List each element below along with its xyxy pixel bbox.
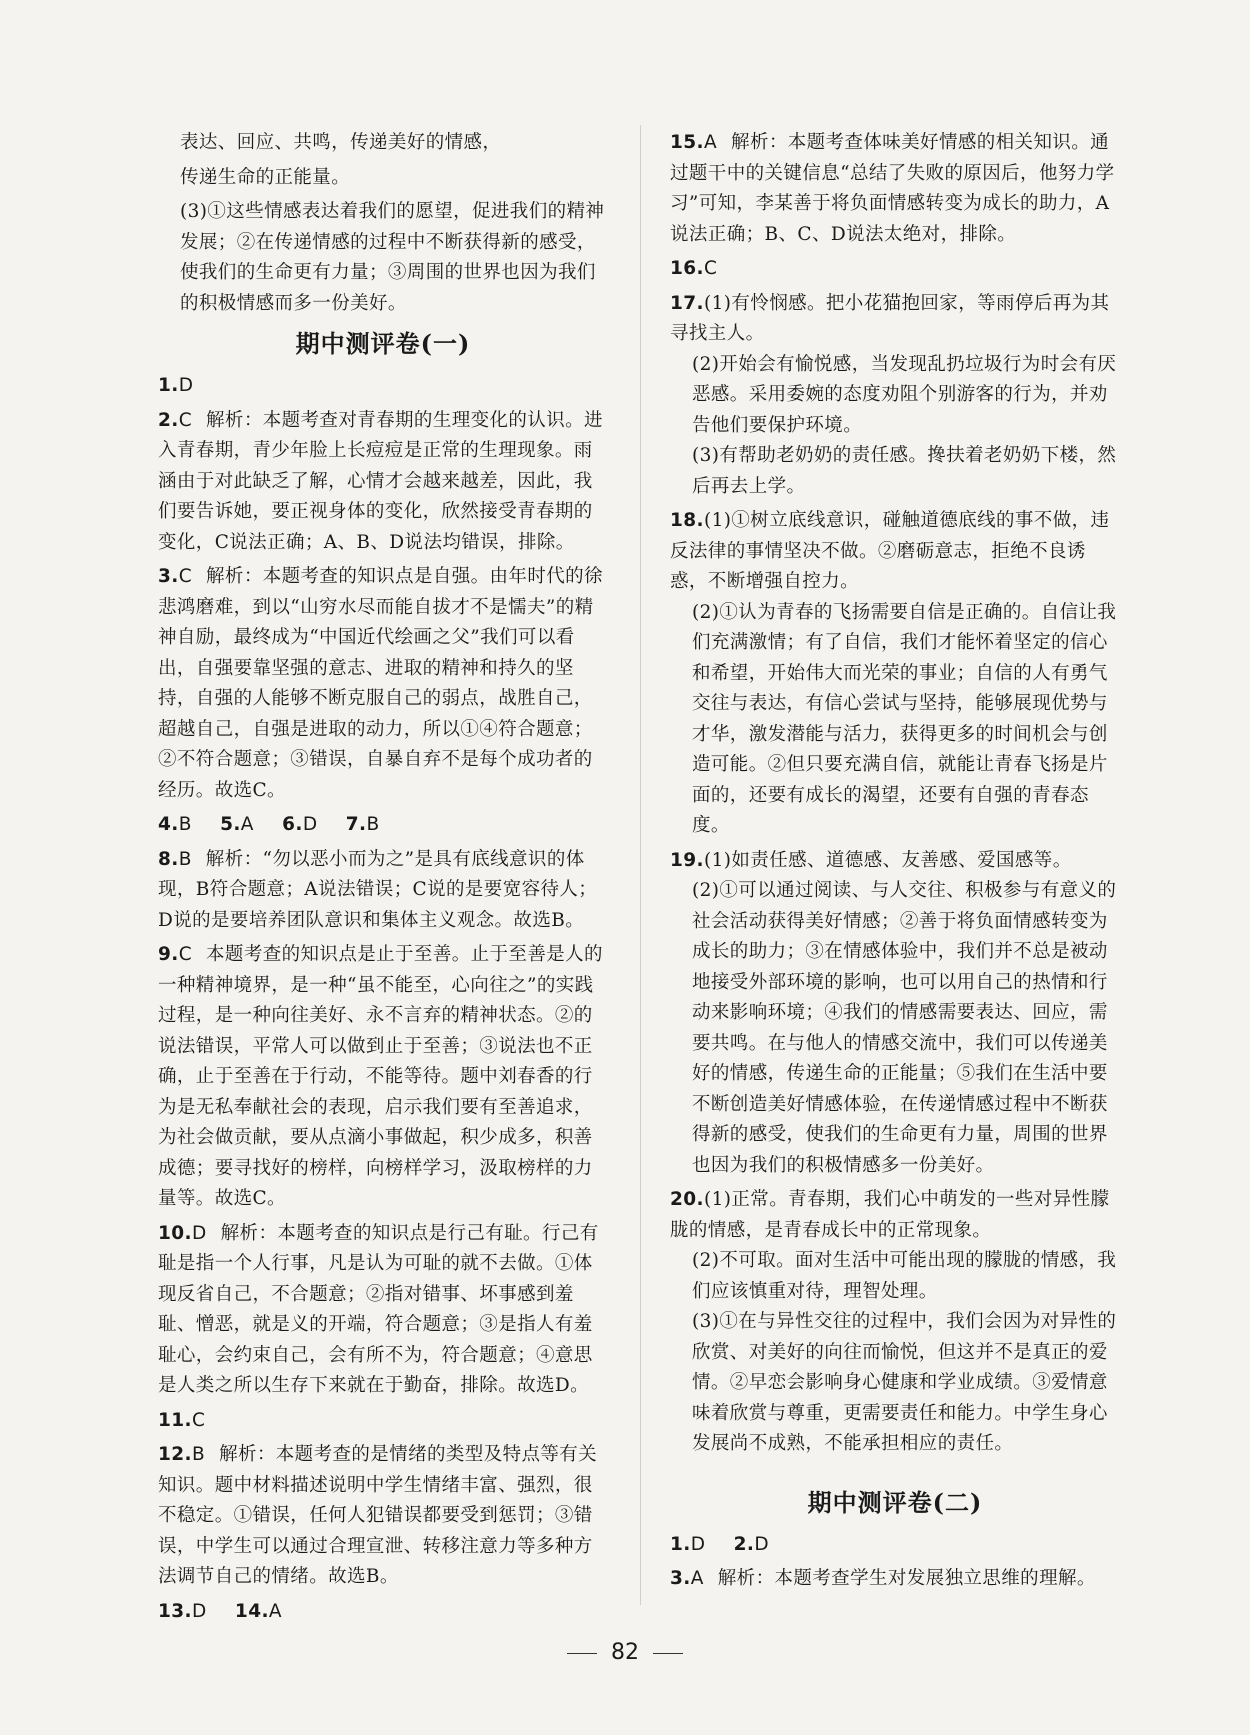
item-part: (3)有帮助老奶奶的责任感。搀扶着老奶奶下楼，然后再去上学。 bbox=[692, 445, 1117, 497]
item-part: (2)不可取。面对生活中可能出现的朦胧的情感，我们应该慎重对待，理智处理。 bbox=[692, 1250, 1117, 1302]
item-answer: D bbox=[754, 1533, 769, 1555]
item-number: 1. bbox=[670, 1533, 691, 1555]
page-number bbox=[0, 1640, 1250, 1665]
left-column bbox=[158, 128, 608, 1631]
item-explanation: 本题考查的知识点是止于至善。止于至善是人的一种精神境界，是一种“虽不能至，心向往之”的实践过程，是一种向往美好、永不言弃的精神状态。②的说法错误，平常人可以做到止于至善；③说法也不正确，止于至善在于行动，不能等待。题中刘春香的行为是无私奉献社会的表现，启示我们要有至善追求，为社会做贡献，要从点滴小事做起，积少成多，积善成德；要寻找好的榜样，向榜样学习，汲取榜样的力量等。故选C。 bbox=[158, 944, 603, 1209]
item-answer: B bbox=[366, 814, 380, 835]
answer-item-8 bbox=[158, 845, 608, 937]
intro-line-2: 传递生命的正能量。 bbox=[180, 166, 351, 188]
item-number: 13. bbox=[158, 1600, 192, 1622]
item-answer: D bbox=[690, 1533, 706, 1555]
item-answer: A bbox=[240, 814, 254, 835]
item-number: 7. bbox=[345, 814, 367, 835]
item-number: 3. bbox=[158, 566, 179, 587]
item-number: 2. bbox=[158, 409, 179, 431]
intro-para-3: (3)①这些情感表达着我们的愿望，促进我们的精神发展；②在传递情感的过程中不断获得新的感受，使我们的生命更有力量；③周围的世界也因为我们的积极情感而多一份美好。 bbox=[180, 201, 605, 314]
intro-line-1: 表达、回应、共鸣，传递美好的情感， bbox=[180, 132, 502, 153]
item-answer: A bbox=[703, 132, 718, 153]
item-number: 14. bbox=[234, 1600, 269, 1622]
item-number: 19. bbox=[670, 849, 704, 871]
item-part: (1)正常。青春期，我们心中萌发的一些对异性朦胧的情感，是青春成长中的正常现象。 bbox=[670, 1189, 1110, 1241]
answer-item-1 bbox=[158, 371, 608, 402]
section-title-1: 期中测评卷(一) bbox=[295, 329, 471, 358]
answer-item-17 bbox=[670, 289, 1120, 503]
answer-item-9 bbox=[158, 940, 608, 1215]
item-number: 9. bbox=[158, 944, 179, 965]
item-number: 17. bbox=[670, 292, 704, 314]
item-explanation: 解析：本题考查的是情绪的类型及特点等有关知识。题中材料描述说明中学生情绪丰富、强烈，很不稳定。①错误，任何人犯错误都要受到惩罚；③错误，中学生可以通过合理宣泄、转移注意力等多种方法调节自己的情绪。故选B。 bbox=[158, 1444, 598, 1587]
answer-item-2 bbox=[158, 406, 608, 559]
item-number: 15. bbox=[670, 132, 704, 153]
answer-item-s2-3 bbox=[670, 1564, 1120, 1595]
item-number: 10. bbox=[158, 1222, 192, 1244]
item-answer: C bbox=[178, 566, 193, 587]
answer-item-10 bbox=[158, 1219, 608, 1402]
item-part: (2)①认为青春的飞扬需要自信是正确的。自信让我们充满激情；有了自信，我们才能怀着坚定的信心和希望，开始伟大而光荣的事业；自信的人有勇气交往与表达，有信心尝试与坚持，能够展现优势与才华，激发潜能与活力，获得更多的时间机会与创造可能。②但只要充满自信，就能让青春飞扬是片面的，还要有成长的渴望，还要有自强的青春态度。 bbox=[692, 601, 1117, 836]
item-number: 18. bbox=[670, 510, 704, 531]
item-explanation: 解析：本题考查学生对发展独立思维的理解。 bbox=[717, 1568, 1096, 1589]
item-part: (2)开始会有愉悦感，当发现乱扔垃圾行为时会有厌恶感。采用委婉的态度劝阻个别游客的行为，并劝告他们要保护环境。 bbox=[692, 353, 1117, 436]
item-number: 3. bbox=[670, 1568, 691, 1589]
item-answer: C bbox=[178, 409, 193, 431]
item-number: 1. bbox=[158, 375, 179, 396]
item-number: 6. bbox=[282, 814, 303, 835]
page-number-dash-right bbox=[653, 1653, 683, 1654]
item-explanation: 解析：本题考查的知识点是自强。由年时代的徐悲鸿磨难，到以“山穷水尽而能自拔才不是懦夫”的精神自励，最终成为“中国近代绘画之父”我们可以看出，自强要靠坚强的意志、进取的精神和持久的坚持，自强的人能够不断克服自己的弱点，战胜自己，超越自己，自强是进取的动力，所以①④符合题意；②不符合题意；③错误，自暴自弃不是每个成功者的经历。故选C。 bbox=[158, 566, 603, 801]
answer-items-s2-1-2 bbox=[670, 1530, 1120, 1561]
item-part: (3)①在与异性交往的过程中，我们会因为对异性的欣赏、对美好的向往而愉悦，但这并不是真正的爱情。②早恋会影响身心健康和学业成绩。③爱情意味着欣赏与尊重，更需要责任和能力。中学生身心发展尚不成熟，不能承担相应的责任。 bbox=[692, 1311, 1117, 1454]
item-number: 11. bbox=[158, 1409, 192, 1431]
item-part: (1)如责任感、道德感、友善感、爱国感等。 bbox=[703, 849, 1072, 871]
item-number: 4. bbox=[158, 814, 179, 835]
item-answer: B bbox=[178, 848, 192, 870]
item-answer: A bbox=[268, 1600, 282, 1622]
answer-item-11 bbox=[158, 1406, 608, 1437]
item-answer: A bbox=[690, 1568, 704, 1589]
answer-item-19 bbox=[670, 846, 1120, 1182]
answer-item-12 bbox=[158, 1440, 608, 1593]
item-part: (2)①可以通过阅读、与人交往、积极参与有意义的社会活动获得美好情感；②善于将负面情感转变为成长的助力；③在情感体验中，我们并不总是被动地接受外部环境的影响，也可以用自己的热情和行动来影响环境；④我们的情感需要表达、回应，需要共鸣。在与他人的情感交流中，我们可以传递美好的情感，传递生命的正能量；⑤我们在生活中要不断创造美好情感体验，在传递情感过程中不断获得新的感受，使我们的生命更有力量，周围的世界也因为我们的积极情感多一份美好。 bbox=[692, 880, 1117, 1176]
section-title-2: 期中测评卷(二) bbox=[807, 1487, 983, 1517]
item-answer: B bbox=[178, 814, 192, 835]
answer-item-20 bbox=[670, 1185, 1120, 1460]
page-number-dash-left bbox=[567, 1653, 597, 1654]
right-column bbox=[670, 128, 1120, 1599]
item-answer: D bbox=[302, 814, 318, 835]
item-explanation: 解析：本题考查体味美好情感的相关知识。通过题干中的关键信息“总结了失败的原因后，他努力学习”可知，李某善于将负面情感转变为成长的助力，A说法正确；B、C、D说法太绝对，排除。 bbox=[670, 132, 1115, 245]
answer-items-4-7 bbox=[158, 810, 608, 841]
answer-item-3 bbox=[158, 562, 608, 806]
item-number: 20. bbox=[670, 1189, 704, 1210]
item-explanation: 解析：本题考查对青春期的生理变化的认识。进入青春期，青少年脸上长痘痘是正常的生理现象。雨涵由于对此缺乏了解，心情才会越来越差，因此，我们要告诉她，要正视身体的变化，欣然接受青春期的变化，C说法正确；A、B、D说法均错误，排除。 bbox=[158, 409, 603, 553]
item-answer: C bbox=[191, 1409, 206, 1431]
answer-items-13-14 bbox=[158, 1597, 608, 1628]
item-number: 8. bbox=[158, 848, 179, 870]
item-explanation: 解析：“勿以恶小而为之”是具有底线意识的体现，B符合题意；A说法错误；C说的是要宽容待人；D说的是要培养团队意识和集体主义观念。故选B。 bbox=[158, 848, 598, 931]
item-answer: C bbox=[178, 944, 193, 965]
item-part: (1)有怜悯感。把小花猫抱回家，等雨停后再为其寻找主人。 bbox=[670, 292, 1110, 344]
item-answer: D bbox=[178, 375, 194, 396]
item-answer: D bbox=[191, 1222, 207, 1244]
column-divider bbox=[640, 125, 641, 1605]
item-answer: D bbox=[191, 1600, 207, 1622]
item-number: 2. bbox=[733, 1533, 755, 1555]
item-explanation: 解析：本题考查的知识点是行己有耻。行己有耻是指一个人行事，凡是认为可耻的就不去做。①体现反省自己，不合题意；②指对错事、坏事感到羞耻、憎恶，就是义的开端，符合题意；③是指人有羞耻心，会约束自己，会有所不为，符合题意；④意思是人类之所以生存下来就在于勤奋，排除。故选D。 bbox=[158, 1222, 599, 1396]
item-answer: B bbox=[191, 1444, 206, 1465]
item-number: 5. bbox=[220, 814, 241, 835]
item-number: 12. bbox=[158, 1444, 192, 1465]
answer-item-18 bbox=[670, 506, 1120, 842]
item-number: 16. bbox=[670, 258, 704, 279]
page-number-value: 82 bbox=[611, 1640, 639, 1665]
answer-item-16 bbox=[670, 254, 1120, 285]
item-answer: C bbox=[703, 258, 718, 279]
answer-item-15 bbox=[670, 128, 1120, 250]
item-part: (1)①树立底线意识，碰触道德底线的事不做，违反法律的事情坚决不做。②磨砺意志，拒绝不良诱惑，不断增强自控力。 bbox=[670, 510, 1110, 592]
